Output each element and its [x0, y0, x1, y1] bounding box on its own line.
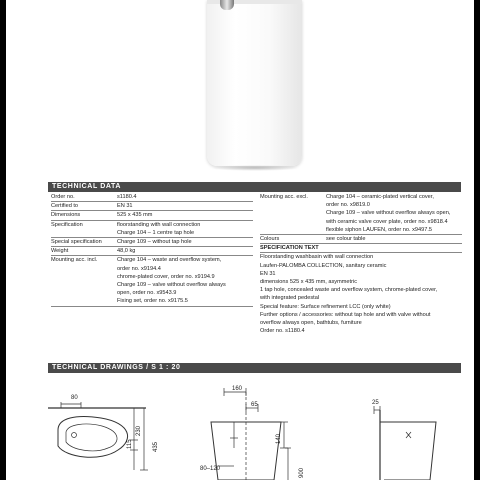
data-row: [51, 211, 253, 220]
data-row-value: [117, 238, 253, 246]
specification-text-line: Further options / accessories: without tap hole and with valve without: [260, 311, 431, 318]
data-row-label: Weight: [51, 248, 69, 255]
data-row-value-line: Charge 109 – without tap hole: [117, 239, 192, 246]
data-row-value: [117, 202, 253, 210]
data-row-label: Mounting acc. excl.: [260, 194, 308, 200]
data-row-label: Specification: [51, 221, 83, 228]
data-row-value-line: flexible siphon LAUFEN, order no. x9497.5: [326, 226, 433, 233]
top-view-dim-top: 80: [71, 395, 78, 401]
data-row-value-line: EN 31: [117, 203, 133, 210]
data-row-value-line: 525 x 435 mm: [117, 212, 153, 219]
technical-drawings: [6, 378, 474, 480]
data-row-value-line: chrome-plated cover, order no. x9194.9: [117, 273, 215, 280]
front-view-dim-top-2: 65: [251, 402, 258, 408]
data-row-label: Order no.: [51, 194, 75, 200]
data-row-value-line: open, order no. x9543.9: [117, 290, 177, 297]
data-row: [51, 256, 253, 306]
data-row-value-line: see colour table: [326, 236, 366, 243]
data-row-value: [117, 221, 253, 237]
washbasin-image: [207, 0, 302, 166]
data-row: [51, 221, 253, 238]
data-row-label: Dimensions: [51, 212, 81, 219]
specification-text-title: SPECIFICATION TEXT: [260, 244, 462, 253]
data-row-value: [326, 193, 462, 234]
technical-data-header: TECHNICAL DATA: [48, 182, 461, 192]
data-row-value-line: Charge 109 – valve without overflow always: [117, 282, 226, 289]
data-row-value-line: 48,0 kg: [117, 248, 136, 255]
data-row: [51, 202, 253, 211]
data-row-value-line: Charge 104 – ceramic-plated vertical cover,: [326, 194, 434, 200]
product-photo: [6, 0, 474, 178]
front-view-dim-bottom: 80–120: [200, 466, 221, 472]
specification-text-line: Floorstanding washbasin with wall connection: [260, 254, 374, 261]
data-row-value: [117, 247, 253, 255]
specification-text-line: EN 31: [260, 270, 276, 277]
data-row-value-line: floorstanding with wall connection: [117, 221, 201, 228]
specification-text-line: Laufen-PALOMBA COLLECTION, sanitary ceramic: [260, 262, 387, 269]
data-row-value: [117, 211, 253, 219]
data-row-value-line: order no. x9194.4: [117, 265, 161, 272]
data-row-value-line: Fixing set, order no. x9175.5: [117, 298, 188, 305]
front-view-dim-height: 900: [299, 467, 305, 478]
specification-text: [260, 253, 462, 335]
spec-sheet-page: [6, 0, 474, 480]
technical-drawings-header: TECHNICAL DRAWINGS / S 1 : 20: [48, 363, 461, 373]
side-view-drawing: [374, 406, 436, 480]
top-view-dim-side-1: 115: [127, 439, 133, 449]
technical-data-left-table: [51, 193, 253, 307]
data-row-value-line: with ceramic valve cover plate, order no. x9818.4: [326, 218, 448, 225]
technical-data-right-table: [260, 193, 462, 335]
data-row-value-line: order no. x9819.0: [326, 202, 370, 209]
data-row: [51, 193, 253, 202]
floor-shadow: [211, 165, 299, 171]
top-view-drawing: [48, 402, 148, 470]
specification-text-line: dimensions 525 x 435 mm, asymmetric: [260, 279, 357, 286]
data-row: [51, 247, 253, 256]
specification-text-line: Special feature: Surface refinement LCC (only white): [260, 303, 391, 310]
data-row-label: Colours: [260, 236, 280, 243]
data-row-value-line: Charge 104 – 1 centre tap hole: [117, 229, 195, 236]
data-row-label: Mounting acc. incl.: [51, 257, 98, 264]
data-row-value-line: Charge 104 – waste and overflow system,: [117, 257, 222, 264]
data-row-value-line: s1180.4: [117, 194, 137, 200]
data-row: [260, 235, 462, 244]
specification-text-line: with integrated pedestal: [260, 295, 320, 302]
specification-text-line: 1 tap hole, concealed waste and overflow system, chrome-plated cover,: [260, 287, 438, 294]
data-row-label: Special specification: [51, 239, 102, 246]
front-view-dim-side: 140: [276, 433, 282, 444]
data-row-value-line: Charge 109 – valve without overflow always open,: [326, 210, 451, 217]
top-view-dim-side-2: 230: [136, 425, 142, 436]
front-view-dim-top: 160: [232, 386, 243, 392]
drawings-svg: [6, 378, 474, 480]
specification-text-line: overflow always open, bathtubs, furniture: [260, 320, 362, 327]
side-view-dim-top: 25: [372, 400, 379, 406]
data-row-label: Certified to: [51, 203, 79, 210]
data-row-value: [326, 235, 462, 243]
data-row-value: [117, 256, 253, 305]
top-view-dim-side-3: 435: [153, 441, 159, 452]
specification-text-line: Order no. s1180.4: [260, 328, 305, 335]
data-row-value: [117, 193, 253, 201]
data-row: [51, 238, 253, 247]
data-row: [260, 193, 462, 235]
tap-image: [220, 0, 234, 10]
